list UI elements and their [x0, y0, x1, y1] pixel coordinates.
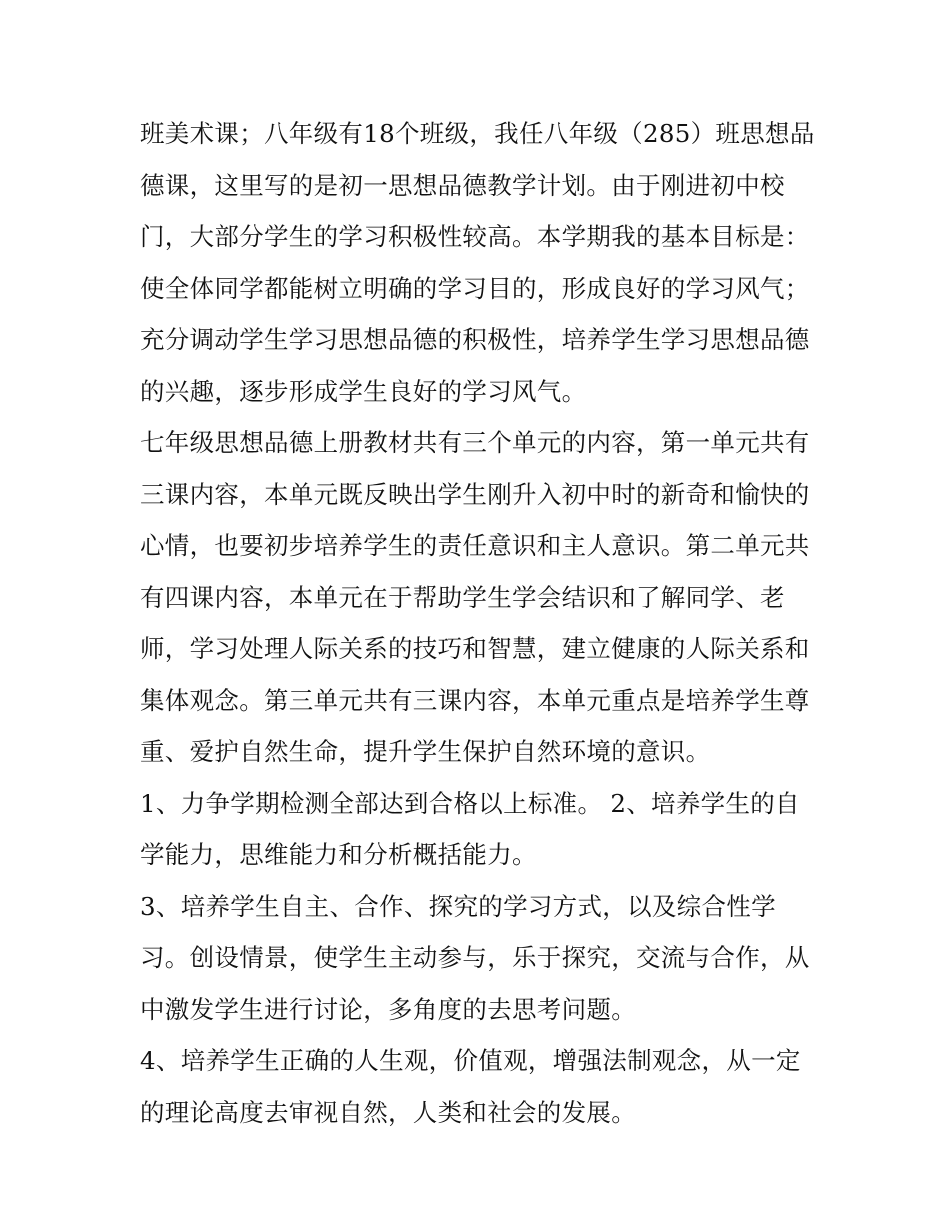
text-line: 重、爱护自然生命，提升学生保护自然环境的意识。	[140, 737, 711, 766]
text-line: 心情，也要初步培养学生的责任意识和主人意识。第二单元共	[140, 531, 810, 560]
text-line: 七年级思想品德上册教材共有三个单元的内容，第一单元共有	[140, 428, 810, 457]
paragraph-goal-1-2	[140, 778, 820, 881]
text-line: 使全体同学都能树立明确的学习目的，形成良好的学习风气；	[140, 273, 810, 303]
paragraph-textbook-overview	[140, 417, 820, 778]
text-line: 的理论高度去审视自然，人类和社会的发展。	[140, 1097, 636, 1127]
text-line: 中激发学生进行讨论，多角度的去思考问题。	[140, 994, 636, 1024]
text-line: 1、力争学期检测全部达到合格以上标准。 2、培养学生的自	[140, 788, 800, 818]
paragraph-goal-4	[140, 1035, 820, 1138]
text-line: 有四课内容，本单元在于帮助学生学会结识和了解同学、老	[140, 582, 785, 612]
text-line: 集体观念。第三单元共有三课内容，本单元重点是培养学生尊	[140, 685, 810, 715]
text-line: 门，大部分学生的学习积极性较高。本学期我的基本目标是：	[140, 222, 810, 251]
paragraph-teaching-goals	[140, 108, 820, 417]
text-line: 学能力，思维能力和分析概括能力。	[140, 840, 537, 869]
text-line: 的兴趣，逐步形成学生良好的学习风气。	[140, 376, 587, 406]
text-line: 3、培养学生自主、合作、探究的学习方式，以及综合性学	[140, 891, 776, 921]
text-line: 班美术课；八年级有18个班级，我任八年级（285）班思想品	[140, 119, 815, 148]
document-body	[140, 108, 820, 1138]
text-line: 习。创设情景，使学生主动参与，乐于探究，交流与合作，从	[140, 943, 810, 972]
text-line: 4、培养学生正确的人生观，价值观，增强法制观念，从一定	[140, 1046, 801, 1075]
text-line: 充分调动学生学习思想品德的积极性，培养学生学习思想品德	[140, 325, 810, 354]
paragraph-goal-3	[140, 881, 820, 1036]
text-line: 三课内容，本单元既反映出学生刚升入初中时的新奇和愉快的	[140, 479, 810, 509]
text-line: 德课，这里写的是初一思想品德教学计划。由于刚进初中校	[140, 170, 785, 200]
text-line: 师，学习处理人际关系的技巧和智慧，建立健康的人际关系和	[140, 634, 810, 663]
